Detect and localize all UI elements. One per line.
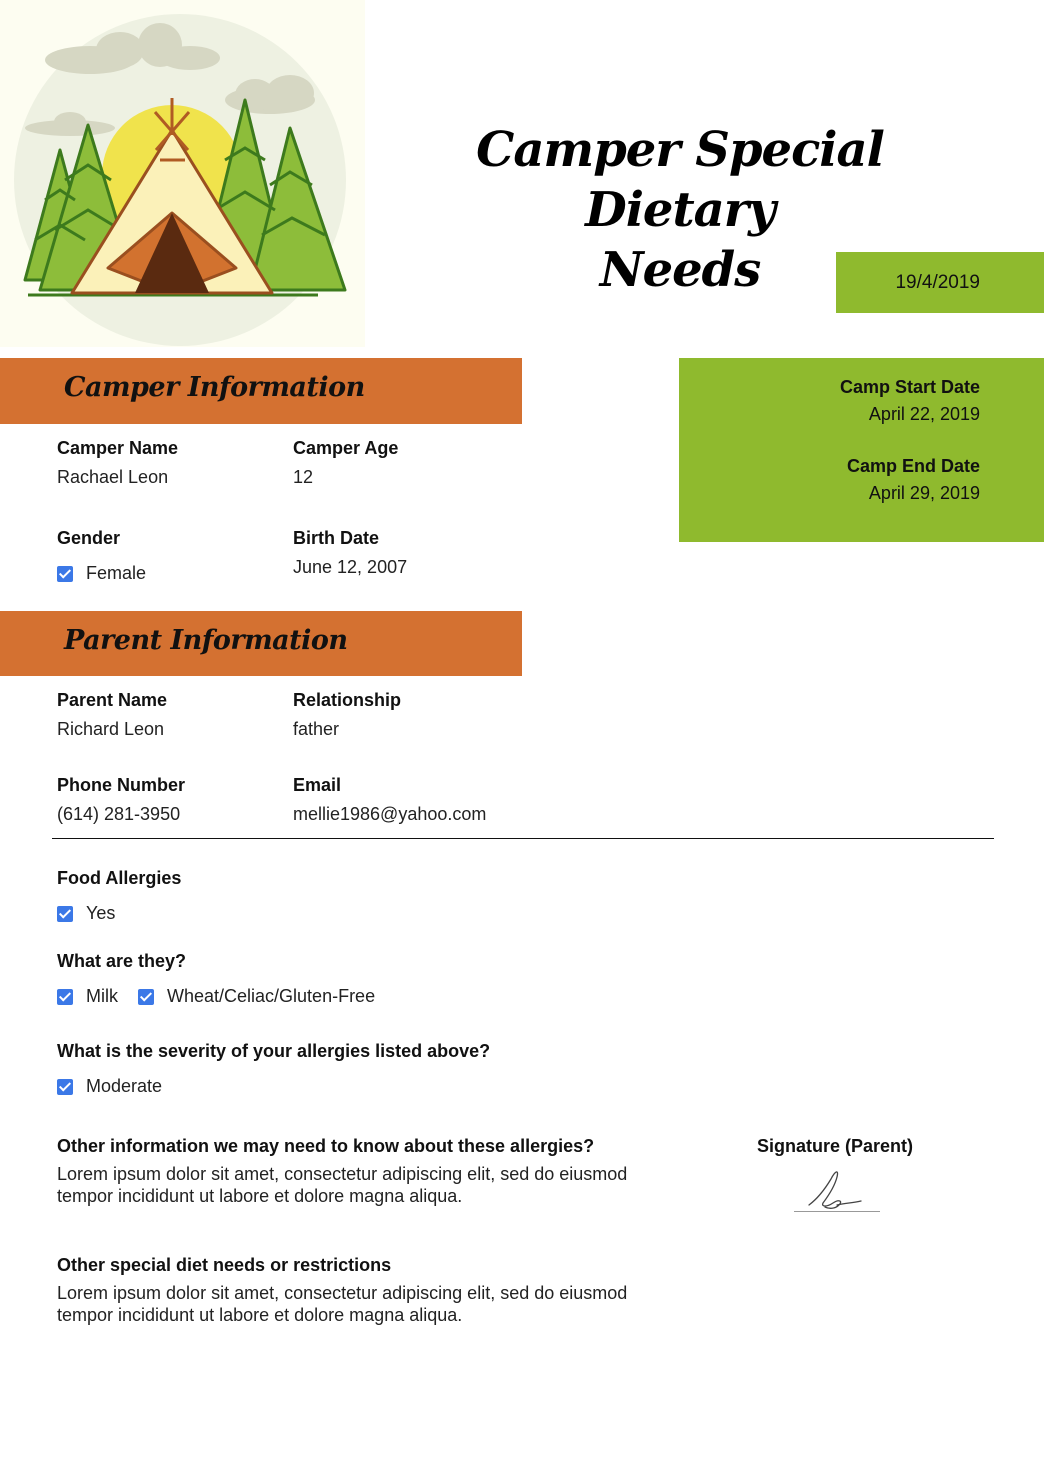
email-label: Email — [293, 775, 342, 795]
form-date: 19/4/2019 — [895, 271, 980, 293]
camper-name-label: Camper Name — [57, 438, 179, 458]
checked-checkbox-icon[interactable] — [57, 906, 73, 922]
gender-option[interactable] — [57, 563, 146, 584]
signature-mark — [795, 1165, 885, 1215]
camp-end-label: Camp End Date — [846, 456, 980, 476]
email-value: mellie1986@yahoo.com — [293, 804, 487, 824]
food-allergies-option[interactable] — [57, 903, 115, 924]
camper-name-value: Rachael Leon — [57, 467, 169, 487]
parent-name-value: Richard Leon — [57, 719, 165, 739]
signature-label: Signature (Parent) — [757, 1136, 914, 1156]
birth-date-label: Birth Date — [293, 528, 380, 548]
checked-checkbox-icon[interactable] — [57, 566, 73, 582]
camp-start-label: Camp Start Date — [839, 377, 980, 397]
camp-logo — [0, 0, 365, 347]
checked-checkbox-icon[interactable] — [57, 989, 73, 1005]
phone-label: Phone Number — [57, 775, 186, 795]
checked-checkbox-icon[interactable] — [57, 1079, 73, 1095]
section-divider — [52, 838, 994, 839]
checked-checkbox-icon[interactable] — [138, 989, 154, 1005]
relationship-label: Relationship — [293, 690, 402, 710]
other-info-text: Lorem ipsum dolor sit amet, consectetur adipiscing elit, sed do eiusmod tempor incididunt ut labore et dolore magna aliqua. — [57, 1164, 628, 1206]
allergy-types-options — [57, 986, 375, 1007]
phone-value: (614) 281-3950 — [57, 804, 181, 824]
signature-line — [794, 1211, 880, 1212]
severity-option[interactable] — [57, 1076, 162, 1097]
camper-section-header — [0, 358, 522, 424]
camper-age-label: Camper Age — [293, 438, 399, 458]
diet-needs-text: Lorem ipsum dolor sit amet, consectetur adipiscing elit, sed do eiusmod tempor incididunt ut labore et dolore magna aliqua. — [57, 1283, 628, 1325]
parent-section-title: Parent Information — [64, 625, 348, 656]
food-allergies-label: Food Allergies — [57, 868, 182, 888]
relationship-value: father — [293, 719, 340, 739]
allergy-option-wheat: Wheat/Celiac/Gluten-Free — [167, 986, 376, 1006]
diet-needs-label: Other special diet needs or restrictions — [57, 1255, 392, 1275]
camp-dates-box — [679, 358, 1044, 542]
camper-section-title: Camper Information — [64, 372, 365, 403]
food-allergies-value: Yes — [86, 903, 116, 923]
title-line-2: Needs — [599, 242, 761, 298]
severity-label: What is the severity of your allergies listed above? — [57, 1041, 491, 1061]
camper-age-value: 12 — [293, 467, 314, 487]
birth-date-value: June 12, 2007 — [293, 557, 408, 577]
camp-end-value: April 29, 2019 — [868, 483, 980, 503]
camp-start-value: April 22, 2019 — [868, 404, 980, 424]
parent-section-header — [0, 611, 522, 676]
other-info-label: Other information we may need to know about these allergies? — [57, 1136, 595, 1156]
allergy-option-milk: Milk — [86, 986, 118, 1006]
parent-name-label: Parent Name — [57, 690, 168, 710]
gender-label: Gender — [57, 528, 121, 548]
title-line-1: Camper Special Dietary — [476, 122, 884, 238]
gender-value: Female — [86, 563, 147, 583]
tent-trees-illustration — [0, 0, 365, 347]
allergy-types-label: What are they? — [57, 951, 187, 971]
form-date-box — [836, 252, 1044, 313]
severity-value: Moderate — [86, 1076, 163, 1096]
